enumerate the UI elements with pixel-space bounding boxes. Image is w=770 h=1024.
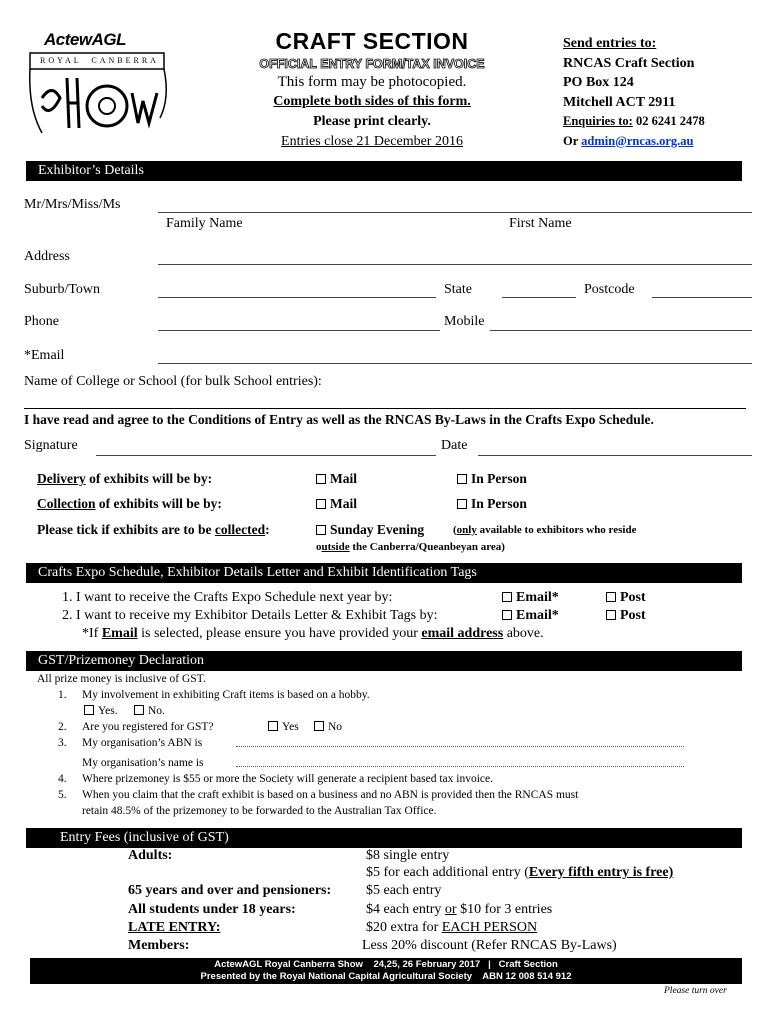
state-field[interactable]: [502, 297, 576, 298]
note-post: above.: [503, 626, 544, 641]
checkbox-icon[interactable]: [457, 499, 467, 509]
suburb-field[interactable]: [158, 297, 436, 298]
abn-field[interactable]: [236, 746, 684, 747]
gst-item-1: My involvement in exhibiting Craft items is based on a hobby.: [82, 689, 370, 701]
students-fee-post: $10 for 3 entries: [456, 902, 553, 917]
send-line-1: RNCAS Craft Section: [563, 55, 695, 71]
email-label: *Email: [24, 348, 65, 363]
post-option-label: Post: [620, 590, 646, 605]
signature-label: Signature: [24, 438, 78, 453]
late-entry-label: LATE ENTRY:: [128, 920, 221, 935]
adults-fee-2: [366, 865, 673, 881]
phone-label: Phone: [24, 314, 59, 329]
gst-yes-option[interactable]: [268, 719, 299, 735]
mobile-label: Mobile: [444, 314, 485, 329]
abn-label: My organisation’s ABN is: [82, 737, 203, 749]
or-label: Or: [563, 133, 582, 148]
family-name-label: Family Name: [166, 216, 243, 231]
students-fee-pre: $4 each entry: [366, 902, 445, 917]
students-fee: [366, 902, 552, 918]
yes-label: Yes.: [98, 705, 118, 717]
only-word: only: [456, 524, 477, 536]
first-name-label: First Name: [509, 216, 572, 231]
adults-fee-2-pre: $5 for each additional entry (: [366, 865, 529, 880]
postcode-field[interactable]: [652, 297, 752, 298]
gst-item-4: Where prizemoney is $55 or more the Society will generate a recipient based tax invoice.: [82, 773, 493, 785]
contact-email-link[interactable]: admin@rncas.org.au: [581, 133, 694, 148]
fees-header: Entry Fees (inclusive of GST): [26, 828, 742, 848]
seniors-fee: $5 each entry: [366, 883, 442, 898]
footer-line-1: ActewAGL Royal Canberra Show 24,25, 26 February 2017 | Craft Section: [214, 959, 558, 970]
avail-text: available to exhibitors who reside: [476, 524, 637, 536]
send-entries-block: [563, 34, 763, 151]
address-field[interactable]: [158, 264, 752, 265]
schedule-post-option-2[interactable]: [606, 608, 646, 624]
send-heading: Send entries to:: [563, 36, 657, 51]
note-email: Email: [101, 626, 138, 641]
postcode-label: Postcode: [584, 282, 635, 297]
gst-item-3-num: 3.: [58, 737, 67, 749]
gst-item-5b: retain 48.5% of the prizemoney to be forwarded to the Australian Tax Office.: [82, 805, 437, 817]
entries-close: Entries close 21 December 2016: [281, 134, 463, 149]
name-field[interactable]: [158, 212, 752, 213]
exhibitor-details-header: Exhibitor’s Details: [26, 161, 742, 181]
note-mid: is selected, please ensure you have provided your: [137, 626, 422, 641]
gst-item-5: When you claim that the craft exhibit is based on a business and no ABN is provided then the RNCAS must: [82, 789, 579, 801]
tick-post: :: [265, 522, 270, 537]
delivery-word: Delivery: [37, 471, 86, 486]
date-field[interactable]: [478, 455, 752, 456]
checkbox-icon[interactable]: [316, 499, 326, 509]
schedule-item-1: 1. I want to receive the Crafts Expo Schedule next year by:: [62, 590, 393, 605]
no-label: No.: [148, 705, 165, 717]
hobby-no-option[interactable]: [134, 703, 165, 719]
collection-person-label: In Person: [471, 496, 527, 511]
late-fee-pre: $20 extra for: [366, 920, 442, 935]
gst-header: GST/Prizemoney Declaration: [26, 651, 742, 671]
address-label: Address: [24, 249, 70, 264]
note-pre: *If: [82, 626, 102, 641]
suburb-label: Suburb/Town: [24, 282, 101, 297]
schedule-email-option-1[interactable]: [502, 590, 559, 606]
tick-collected: collected: [214, 522, 266, 537]
each-person: EACH PERSON: [441, 920, 538, 935]
send-line-3: Mitchell ACT 2911: [563, 94, 676, 110]
delivery-person-option[interactable]: [457, 471, 527, 487]
schedule-note: [82, 626, 544, 642]
please-turn-over: Please turn over: [664, 986, 727, 996]
students-fee-or: or: [444, 902, 457, 917]
logo-ribbon: ROYAL CANBERRA: [40, 56, 159, 65]
phone-field[interactable]: [158, 330, 440, 331]
gst-item-2-num: 2.: [58, 721, 67, 733]
seniors-label: 65 years and over and pensioners:: [128, 883, 332, 898]
title-label: Mr/Mrs/Miss/Ms: [24, 197, 121, 212]
school-label: Name of College or School (for bulk School entries):: [24, 374, 322, 389]
enquiries-label: Enquiries to:: [563, 114, 633, 128]
gst-intro: All prize money is inclusive of GST.: [37, 673, 206, 685]
collection-rest: of exhibits will be by:: [95, 496, 222, 511]
note-address: email address: [421, 626, 504, 641]
checkbox-icon[interactable]: [502, 610, 512, 620]
schedule-header: Crafts Expo Schedule, Exhibitor Details Letter and Exhibit Identification Tags: [26, 563, 742, 583]
outside-word: utside: [321, 541, 350, 553]
gst-item-2: Are you registered for GST?: [82, 721, 214, 733]
form-subtitle: OFFICIAL ENTRY FORM/TAX INVOICE: [259, 57, 485, 71]
members-label: Members:: [128, 938, 190, 953]
schedule-email-option-2[interactable]: [502, 608, 559, 624]
sunday-evening-label: Sunday Evening: [330, 522, 425, 537]
checkbox-icon[interactable]: [606, 592, 616, 602]
checkbox-icon[interactable]: [316, 525, 326, 535]
fifth-entry-free: Every fifth entry is free): [528, 865, 674, 880]
section-divider: [24, 408, 746, 409]
email-field[interactable]: [158, 363, 752, 364]
org-name-label: My organisation’s name is: [82, 757, 204, 769]
no-label: No: [328, 721, 343, 733]
state-label: State: [444, 282, 472, 297]
checkbox-icon[interactable]: [457, 474, 467, 484]
delivery-mail-option[interactable]: [316, 471, 357, 487]
gst-item-1-num: 1.: [58, 689, 67, 701]
gst-no-option[interactable]: [314, 719, 342, 735]
collection-row-label: [37, 496, 222, 512]
delivery-row-label: [37, 471, 212, 487]
footer-line-2: Presented by the Royal National Capital Agricultural Society ABN 12 008 514 912: [200, 971, 572, 982]
checkbox-icon[interactable]: [316, 474, 326, 484]
photocopy-note: This form may be photocopied.: [277, 74, 467, 90]
collection-mail-option[interactable]: [316, 496, 357, 512]
outside-pre: o: [316, 541, 322, 553]
enquiries-phone: 02 6241 2478: [632, 114, 705, 128]
page-title: CRAFT SECTION: [275, 28, 469, 54]
checkbox-icon[interactable]: [606, 610, 616, 620]
members-fee: Less 20% discount (Refer RNCAS By-Laws): [362, 938, 617, 953]
students-label: All students under 18 years:: [128, 902, 296, 917]
outside-note: [316, 541, 505, 553]
adults-label: Adults:: [128, 848, 173, 863]
send-line-2: PO Box 124: [563, 75, 634, 90]
collected-tick-label: [37, 522, 270, 538]
org-name-field[interactable]: [236, 766, 684, 767]
email-option-label: Email*: [516, 608, 559, 623]
delivery-rest: of exhibits will be by:: [85, 471, 213, 486]
delivery-mail-label: Mail: [330, 471, 357, 486]
checkbox-icon[interactable]: [134, 705, 144, 715]
email-option-label: Email*: [516, 590, 559, 605]
checkbox-icon[interactable]: [502, 592, 512, 602]
collection-person-option[interactable]: [457, 496, 527, 512]
collection-word: Collection: [37, 496, 96, 511]
schedule-item-2: 2. I want to receive my Exhibitor Details Letter & Exhibit Tags by:: [62, 608, 438, 623]
checkbox-icon[interactable]: [314, 721, 324, 731]
availability-note: (only available to exhibitors who reside: [453, 524, 637, 536]
footer-bar: [30, 958, 742, 984]
late-entry-fee: [366, 920, 537, 936]
complete-note: Complete both sides of this form.: [273, 94, 471, 109]
signature-field[interactable]: [96, 455, 436, 456]
agreement-text: I have read and agree to the Conditions of Entry as well as the RNCAS By-Laws in the Crafts Expo Schedule.: [24, 412, 654, 427]
post-option-label: Post: [620, 608, 646, 623]
hobby-yes-option[interactable]: [84, 703, 118, 719]
show-logo: [22, 28, 172, 148]
print-note: Please print clearly.: [313, 114, 431, 129]
collection-mail-label: Mail: [330, 496, 357, 511]
delivery-person-label: In Person: [471, 471, 527, 486]
tick-pre: Please tick if exhibits are to be: [37, 522, 215, 537]
sunday-evening-option[interactable]: [316, 522, 424, 538]
date-label: Date: [441, 438, 468, 453]
schedule-post-option-1[interactable]: [606, 590, 646, 606]
gst-item-5-num: 5.: [58, 789, 67, 801]
outside-rest: the Canberra/Queanbeyan area): [349, 541, 505, 553]
logo-brand: ActewAGL: [44, 30, 126, 49]
adults-fee-1: $8 single entry: [366, 848, 450, 863]
yes-label: Yes: [282, 721, 299, 733]
mobile-field[interactable]: [490, 330, 752, 331]
checkbox-icon[interactable]: [84, 705, 94, 715]
gst-item-4-num: 4.: [58, 773, 67, 785]
checkbox-icon[interactable]: [268, 721, 278, 731]
